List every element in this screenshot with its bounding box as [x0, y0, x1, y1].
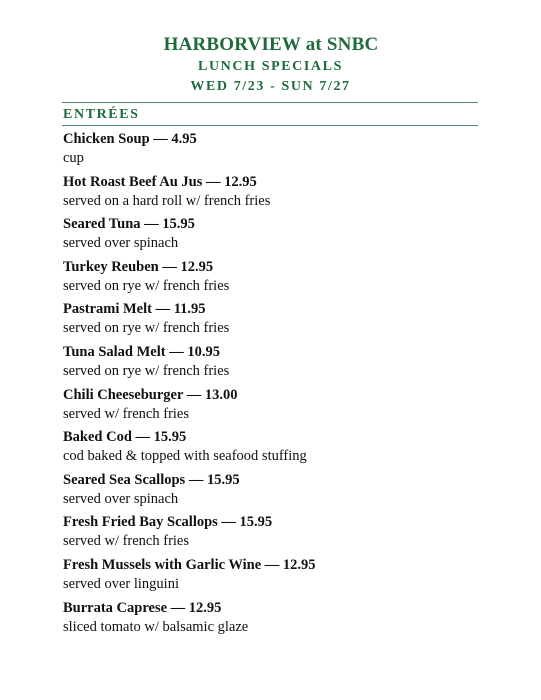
menu-item-name: Turkey Reuben — 12.95 [63, 258, 214, 275]
menu-items-list [63, 130, 483, 641]
menu-item-description: cup [63, 150, 84, 166]
menu-item [63, 300, 483, 343]
menu-item [63, 428, 483, 471]
menu-item-name: Hot Roast Beef Au Jus — 12.95 [63, 173, 257, 190]
menu-dates: WED 7/23 - SUN 7/27 [190, 79, 351, 94]
section-title: ENTRÉES [63, 107, 140, 122]
menu-item [63, 556, 483, 599]
menu-item-name: Burrata Caprese — 12.95 [63, 599, 222, 616]
menu-subtitle: LUNCH SPECIALS [198, 59, 343, 74]
menu-item [63, 471, 483, 514]
menu-item-description: served w/ french fries [63, 405, 190, 422]
menu-item [63, 513, 483, 556]
menu-header [0, 33, 541, 97]
menu-item-description: served on rye w/ french fries [63, 320, 230, 337]
menu-item [63, 599, 483, 642]
menu-item-name: Pastrami Melt — 11.95 [63, 301, 206, 318]
menu-item-name: Fresh Mussels with Garlic Wine — 12.95 [63, 556, 316, 573]
menu-item [63, 258, 483, 301]
menu-item-description: served on rye w/ french fries [63, 362, 230, 379]
menu-item-description: served on rye w/ french fries [63, 277, 230, 294]
menu-item [63, 215, 483, 258]
menu-item [63, 343, 483, 386]
menu-item-name: Chili Cheeseburger — 13.00 [63, 386, 238, 403]
menu-item-description: served on a hard roll w/ french fries [63, 192, 271, 209]
menu-item [63, 130, 483, 173]
menu-item-name: Fresh Fried Bay Scallops — 15.95 [63, 514, 273, 531]
section-top-divider [62, 102, 478, 103]
menu-item-description: served over linguini [63, 575, 179, 592]
menu-item [63, 386, 483, 429]
menu-item-name: Chicken Soup — 4.95 [63, 131, 197, 147]
restaurant-title: HARBORVIEW at SNBC [163, 34, 379, 55]
menu-item-name: Seared Sea Scallops — 15.95 [63, 471, 240, 488]
menu-item-name: Baked Cod — 15.95 [63, 429, 187, 446]
menu-item-description: served over spinach [63, 490, 179, 507]
menu-item-description: served w/ french fries [63, 533, 190, 550]
menu-item-description: served over spinach [63, 235, 179, 252]
section-bottom-divider [62, 125, 478, 126]
menu-item-name: Tuna Salad Melt — 10.95 [63, 343, 220, 360]
menu-item-description: sliced tomato w/ balsamic glaze [63, 618, 249, 635]
menu-item-description: cod baked & topped with seafood stuffing [63, 448, 307, 465]
menu-item-name: Seared Tuna — 15.95 [63, 216, 195, 233]
menu-item [63, 173, 483, 216]
